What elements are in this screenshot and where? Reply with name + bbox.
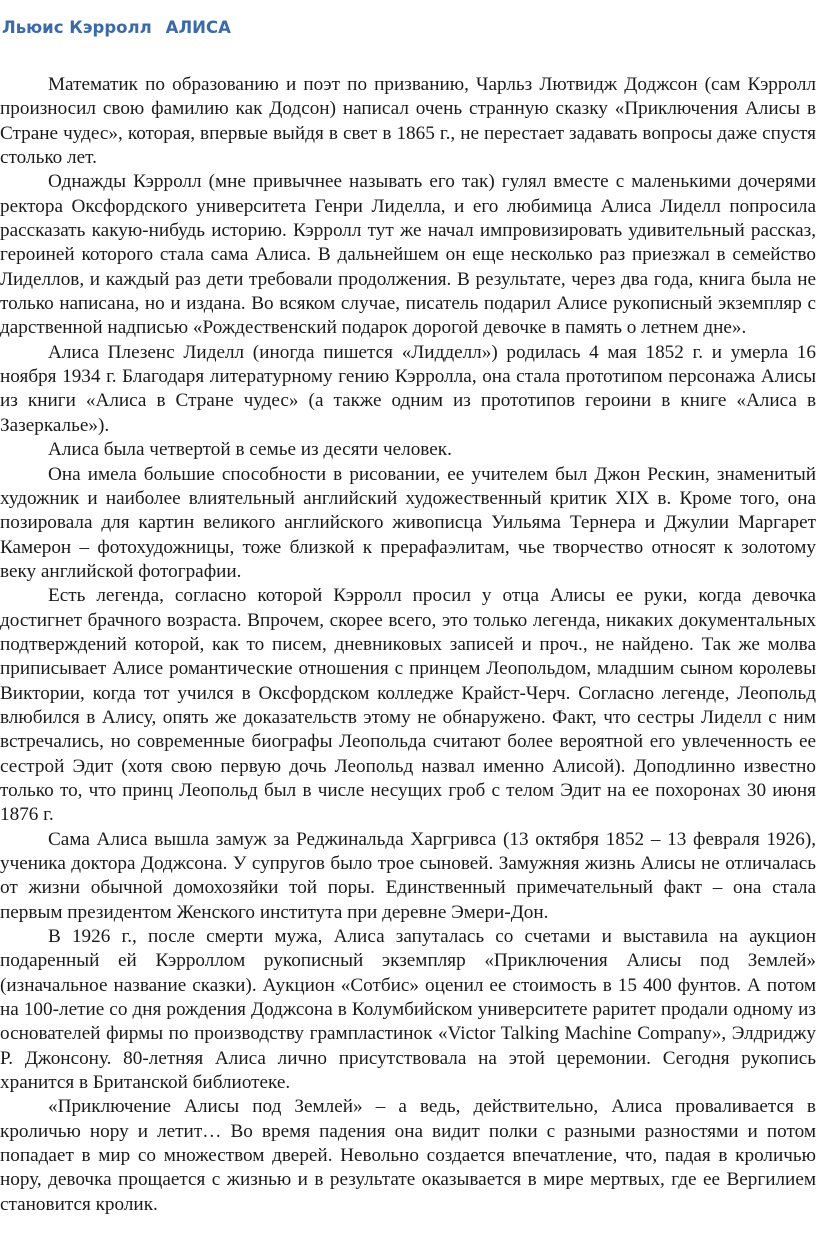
- paragraph: В 1926 г., после смерти мужа, Алиса запуталась со счетами и выставила на аукцион подаренный ей Кэрроллом рукописный экземпляр «Приключения Алисы под Землей» (изначальное название сказки). Аукцион «Сотбис» оценил ее стоимость в 15 400 фунтов. А потом на 100-летие со дня рождения Доджсона в Колумбийском университете раритет продали одному из основателей фирмы по производству грампластинок «Victor Talking Machine Company», Элдриджу Р. Джонсону. 80-летняя Алиса лично присутствовала на этой церемонии. Сегодня рукопись хранится в Британской библиотеке.: [0, 926, 816, 1094]
- author-name: Льюис Кэрролл: [2, 18, 152, 37]
- paragraph: Сама Алиса вышла замуж за Реджинальда Харгривса (13 октября 1852 – 13 февраля 1926), ученика доктора Доджсона. У супругов было трое сыновей. Замужняя жизнь Алисы не отличалась от жизни обычной домохозяйки той поры. Единственный примечательный факт – она стала первым президентом Женского института при деревне Эмери-Дон.: [0, 828, 816, 923]
- paragraph: Она имела большие способности в рисовании, ее учителем был Джон Рескин, знаменитый художник и наиболее влиятельный английский художественный критик XIX в. Кроме того, она позировала для картин великого английского живописца Уильяма Тернера и Джулии Маргарет Камерон – фотохудожницы, тоже близкой к прерафаэлитам, чье творчество относят к золотому веку английской фотографии.: [0, 463, 816, 582]
- paragraph: Математик по образованию и поэт по призванию, Чарльз Лютвидж Доджсон (сам Кэрролл произносил свою фамилию как Додсон) написал очень странную сказку «Приключения Алисы в Стране чудес», которая, впервые выйдя в свет в 1865 г., не перестает задавать вопросы даже спустя столько лет.: [0, 74, 816, 169]
- document-heading: [0, 14, 816, 42]
- paragraph: Однажды Кэрролл (мне привычнее называть его так) гулял вместе с маленькими дочерями ректора Оксфордского университета Генри Лиделла, и его любимица Алиса Лиделл попросила рассказать какую-нибудь историю. Кэрролл тут же начал импровизировать удивительный рассказ, героиней которого стала сама Алиса. В дальнейшем он еще несколько раз приезжал в семейство Лиделлов, и каждый раз дети требовали продолжения. В результате, через два года, книга была не только написана, но и издана. Во всяком случае, писатель подарил Алисе рукописный экземпляр с дарственной надписью «Рождественский подарок дорогой девочке в память о летнем дне».: [0, 171, 816, 339]
- document-body: [0, 73, 816, 1217]
- paragraph: Алиса была четвертой в семье из десяти человек.: [48, 439, 452, 461]
- document-title: АЛИСА: [165, 18, 231, 37]
- paragraph: Есть легенда, согласно которой Кэрролл просил у отца Алисы ее руки, когда девочка достигнет брачного возраста. Впрочем, скорее всего, это только легенда, никаких документальных подтверждений которой, как то писем, дневниковых записей и проч., не найдено. Так же молва приписывает Алисе романтические отношения с принцем Леопольдом, младшим сыном королевы Виктории, когда тот учился в Оксфордском колледже Крайст-Черч. Согласно легенде, Леопольд влюбился в Алису, опять же доказательств этому не обнаружено. Факт, что сестры Лиделл с ним встречались, но современные биографы Леопольда считают более вероятной его увлеченность ее сестрой Эдит (хотя свою первую дочь Леопольд назвал именно Алисой). Доподлинно известно только то, что принц Леопольд был в числе несущих гроб с телом Эдит на ее похоронах 30 июня 1876 г.: [0, 585, 816, 826]
- paragraph: «Приключение Алисы под Землей» – а ведь, действительно, Алиса проваливается в кроличью нору и летит… Во время падения она видит полки с разными разностями и потом попадает в мир со множеством дверей. Невольно создается впечатление, что, падая в кроличью нору, девочка прощается с жизнью и в результате оказывается в мире мертвых, где ее Вергилием становится кролик.: [0, 1096, 816, 1215]
- paragraph: Алиса Плезенс Лиделл (иногда пишется «Лидделл») родилась 4 мая 1852 г. и умерла 16 ноября 1934 г. Благодаря литературному гению Кэрролла, она стала прототипом персонажа Алисы из книги «Алиса в Стране чудес» (а также одним из прототипов героини в книге «Алиса в Зазеркалье»).: [0, 341, 816, 436]
